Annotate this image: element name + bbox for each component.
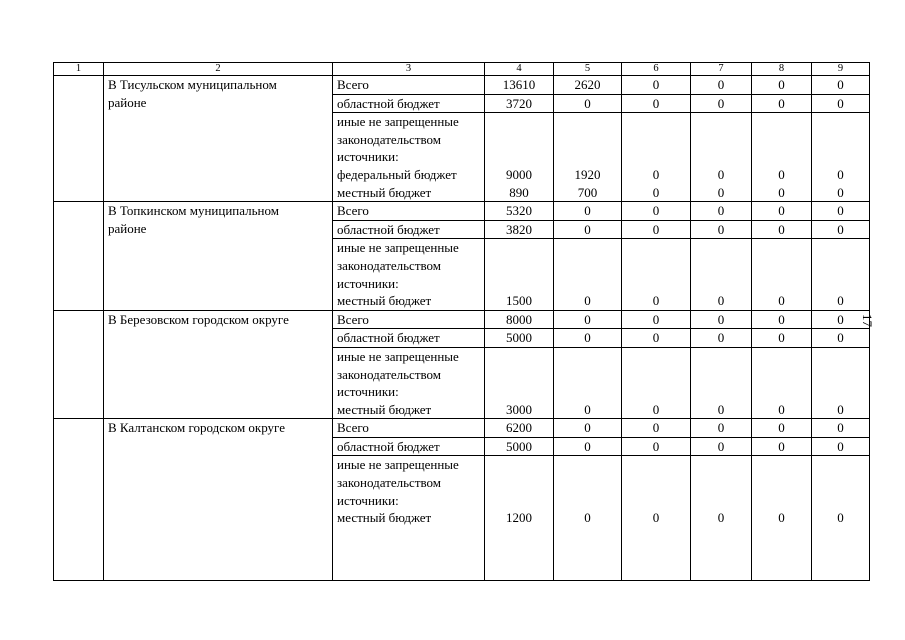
column-number: 2 bbox=[104, 63, 333, 76]
other-sources-line: местный бюджет bbox=[337, 401, 432, 417]
value-cell bbox=[554, 492, 621, 510]
value-cell bbox=[485, 239, 553, 257]
value-column-cell bbox=[752, 347, 812, 418]
value-cell bbox=[691, 148, 751, 166]
value-cell: 0 bbox=[622, 94, 691, 113]
value-cell bbox=[485, 456, 553, 474]
other-sources-label bbox=[333, 456, 485, 580]
value-column-cell bbox=[485, 113, 554, 202]
value-cell bbox=[485, 348, 553, 366]
value-column-cell bbox=[691, 456, 752, 580]
other-sources-line: источники: bbox=[337, 492, 399, 508]
blank-line bbox=[337, 544, 480, 562]
value-column-cell bbox=[622, 239, 691, 310]
value-cell bbox=[752, 148, 811, 166]
other-sources-line: федеральный бюджет bbox=[337, 166, 457, 182]
value-cell: 0 bbox=[554, 220, 622, 239]
value-column-cell bbox=[812, 456, 870, 580]
value-cell: 0 bbox=[691, 76, 752, 95]
value-cell: 0 bbox=[752, 419, 812, 438]
value-cell: 2620 bbox=[554, 76, 622, 95]
value-cell bbox=[812, 239, 869, 257]
value-cell: 5000 bbox=[485, 329, 554, 348]
value-cell bbox=[691, 348, 751, 366]
value-cell: 0 bbox=[837, 510, 844, 526]
value-cell: 0 bbox=[752, 220, 812, 239]
value-cell bbox=[622, 148, 690, 166]
value-cell: 0 bbox=[554, 94, 622, 113]
value-cell: 0 bbox=[778, 293, 785, 309]
budget-row bbox=[54, 76, 870, 95]
value-cell: 0 bbox=[717, 166, 725, 182]
value-cell bbox=[622, 383, 690, 401]
value-cell bbox=[691, 366, 751, 384]
value-cell: 0 bbox=[812, 76, 870, 95]
value-column-cell bbox=[812, 347, 870, 418]
municipality-name-line: В Березовском городском округе bbox=[108, 311, 289, 327]
value-cell: 0 bbox=[554, 419, 622, 438]
value-cell bbox=[554, 257, 621, 275]
blank-line bbox=[337, 527, 480, 545]
value-cell bbox=[691, 456, 751, 474]
value-cell bbox=[554, 131, 621, 149]
value-cell: 0 bbox=[691, 437, 752, 456]
value-cell: 3720 bbox=[485, 94, 554, 113]
value-cell: 0 bbox=[652, 166, 660, 182]
value-column-cell bbox=[622, 456, 691, 580]
value-column-cell bbox=[812, 239, 870, 310]
value-cell: 0 bbox=[812, 94, 870, 113]
value-cell: 0 bbox=[812, 220, 870, 239]
budget-row bbox=[54, 202, 870, 221]
value-cell: 0 bbox=[837, 293, 844, 309]
value-cell: 0 bbox=[691, 202, 752, 221]
value-cell bbox=[622, 366, 690, 384]
value-cell: 0 bbox=[812, 419, 870, 438]
other-sources-line: местный бюджет bbox=[337, 510, 432, 526]
value-cell bbox=[691, 131, 751, 149]
value-cell bbox=[622, 239, 690, 257]
value-cell bbox=[554, 366, 621, 384]
value-cell: 0 bbox=[752, 310, 812, 329]
value-column-cell bbox=[485, 456, 554, 580]
municipality-name bbox=[104, 202, 333, 311]
value-cell bbox=[622, 474, 690, 492]
value-cell: 890 bbox=[509, 184, 529, 200]
value-cell bbox=[752, 366, 811, 384]
value-cell bbox=[752, 239, 811, 257]
value-cell bbox=[752, 383, 811, 401]
municipality-name bbox=[104, 419, 333, 580]
value-cell bbox=[812, 148, 869, 166]
value-cell bbox=[554, 474, 621, 492]
value-cell: 0 bbox=[837, 184, 844, 200]
source-label: областной бюджет bbox=[333, 94, 485, 113]
value-cell bbox=[554, 113, 621, 131]
source-label: областной бюджет bbox=[333, 329, 485, 348]
value-cell: 0 bbox=[554, 329, 622, 348]
value-column-cell bbox=[554, 347, 622, 418]
value-cell bbox=[622, 492, 690, 510]
value-cell: 0 bbox=[584, 510, 591, 526]
value-cell bbox=[622, 257, 690, 275]
value-cell: 0 bbox=[652, 510, 660, 526]
value-column-cell bbox=[812, 113, 870, 202]
other-sources-line: законодательством bbox=[337, 475, 442, 491]
value-cell bbox=[752, 348, 811, 366]
value-cell: 1920 bbox=[574, 166, 601, 182]
value-cell: 0 bbox=[812, 329, 870, 348]
value-cell bbox=[691, 113, 751, 131]
value-cell bbox=[812, 456, 869, 474]
value-cell: 0 bbox=[717, 401, 725, 417]
value-cell bbox=[812, 383, 869, 401]
value-cell bbox=[752, 257, 811, 275]
value-cell: 0 bbox=[812, 202, 870, 221]
value-column-cell bbox=[691, 239, 752, 310]
value-cell bbox=[622, 113, 690, 131]
source-label: областной бюджет bbox=[333, 437, 485, 456]
value-cell: 5320 bbox=[485, 202, 554, 221]
value-cell: 0 bbox=[622, 220, 691, 239]
value-cell: 0 bbox=[752, 329, 812, 348]
other-sources-label bbox=[333, 347, 485, 418]
municipality-name bbox=[104, 310, 333, 419]
value-cell: 0 bbox=[691, 419, 752, 438]
other-sources-line: источники: bbox=[337, 275, 399, 291]
value-cell bbox=[812, 131, 869, 149]
value-cell: 0 bbox=[691, 329, 752, 348]
value-cell bbox=[752, 492, 811, 510]
value-cell: 3000 bbox=[506, 401, 532, 417]
value-column-cell bbox=[622, 347, 691, 418]
municipality-name-line: районе bbox=[108, 94, 147, 110]
value-cell: 0 bbox=[584, 293, 591, 309]
value-cell bbox=[812, 275, 869, 293]
value-cell bbox=[691, 383, 751, 401]
column-number: 3 bbox=[333, 63, 485, 76]
value-cell bbox=[485, 131, 553, 149]
value-cell: 0 bbox=[752, 76, 812, 95]
value-cell: 0 bbox=[554, 437, 622, 456]
column-number: 7 bbox=[691, 63, 752, 76]
other-sources-line: законодательством bbox=[337, 131, 442, 147]
value-cell: 8000 bbox=[485, 310, 554, 329]
row-number-cell bbox=[54, 310, 104, 419]
other-sources-line: источники: bbox=[337, 384, 399, 400]
value-cell bbox=[752, 474, 811, 492]
value-cell bbox=[485, 148, 553, 166]
row-number-cell bbox=[54, 419, 104, 580]
value-cell: 0 bbox=[622, 437, 691, 456]
value-cell bbox=[485, 474, 553, 492]
other-sources-label bbox=[333, 239, 485, 310]
column-number: 8 bbox=[752, 63, 812, 76]
value-column-cell bbox=[691, 113, 752, 202]
value-cell bbox=[554, 148, 621, 166]
budget-table bbox=[53, 62, 870, 581]
value-column-cell bbox=[752, 239, 812, 310]
source-label: Всего bbox=[333, 310, 485, 329]
value-cell bbox=[622, 275, 690, 293]
value-cell bbox=[691, 275, 751, 293]
row-number-cell bbox=[54, 76, 104, 202]
value-cell bbox=[752, 275, 811, 293]
value-cell: 0 bbox=[717, 510, 725, 526]
value-cell: 0 bbox=[554, 202, 622, 221]
column-number-row bbox=[54, 63, 870, 76]
value-cell bbox=[622, 131, 690, 149]
value-column-cell bbox=[554, 456, 622, 580]
other-sources-line: законодательством bbox=[337, 257, 442, 273]
value-cell: 0 bbox=[778, 510, 785, 526]
value-column-cell bbox=[691, 347, 752, 418]
value-cell: 0 bbox=[622, 310, 691, 329]
value-cell: 1500 bbox=[506, 293, 532, 309]
column-number: 6 bbox=[622, 63, 691, 76]
value-cell bbox=[554, 348, 621, 366]
value-cell: 0 bbox=[691, 310, 752, 329]
value-column-cell bbox=[752, 456, 812, 580]
other-sources-line: иные не запрещенные bbox=[337, 457, 459, 473]
municipality-name-line: В Тисульском муниципальном bbox=[108, 77, 277, 92]
value-cell: 0 bbox=[778, 401, 785, 417]
value-cell bbox=[812, 492, 869, 510]
other-sources-line: иные не запрещенные bbox=[337, 114, 459, 130]
value-cell bbox=[485, 257, 553, 275]
row-number-cell bbox=[54, 202, 104, 311]
value-column-cell bbox=[752, 113, 812, 202]
value-cell bbox=[554, 456, 621, 474]
value-cell: 0 bbox=[837, 401, 844, 417]
other-sources-label bbox=[333, 113, 485, 202]
value-cell bbox=[485, 366, 553, 384]
value-cell bbox=[812, 113, 869, 131]
value-cell bbox=[485, 113, 553, 131]
value-cell: 9000 bbox=[506, 166, 532, 182]
value-cell bbox=[554, 239, 621, 257]
value-cell: 0 bbox=[778, 184, 785, 200]
value-cell: 3820 bbox=[485, 220, 554, 239]
source-label: областной бюджет bbox=[333, 220, 485, 239]
value-cell: 0 bbox=[622, 419, 691, 438]
value-cell: 0 bbox=[752, 94, 812, 113]
value-cell: 0 bbox=[652, 184, 660, 200]
value-cell bbox=[691, 239, 751, 257]
value-cell: 0 bbox=[752, 437, 812, 456]
source-label: Всего bbox=[333, 419, 485, 438]
municipality-name-line: В Калтанском городском округе bbox=[108, 420, 285, 436]
value-cell: 0 bbox=[717, 293, 725, 309]
municipality-name-line: В Топкинском муниципальном bbox=[108, 203, 279, 219]
column-number: 4 bbox=[485, 63, 554, 76]
source-label: Всего bbox=[333, 76, 485, 95]
value-cell: 1200 bbox=[506, 510, 532, 526]
budget-row bbox=[54, 310, 870, 329]
value-cell: 0 bbox=[554, 310, 622, 329]
value-cell bbox=[812, 348, 869, 366]
value-column-cell bbox=[485, 347, 554, 418]
value-cell bbox=[812, 474, 869, 492]
municipality-name bbox=[104, 76, 333, 202]
value-cell: 0 bbox=[622, 329, 691, 348]
other-sources-line: иные не запрещенные bbox=[337, 348, 459, 364]
value-cell bbox=[554, 275, 621, 293]
value-cell bbox=[485, 492, 553, 510]
value-cell bbox=[691, 492, 751, 510]
value-cell bbox=[691, 474, 751, 492]
value-cell: 0 bbox=[812, 310, 870, 329]
value-cell: 0 bbox=[837, 166, 844, 182]
value-column-cell bbox=[554, 239, 622, 310]
value-cell: 13610 bbox=[485, 76, 554, 95]
value-column-cell bbox=[485, 239, 554, 310]
value-cell: 0 bbox=[584, 401, 591, 417]
budget-row bbox=[54, 419, 870, 438]
value-cell bbox=[622, 456, 690, 474]
column-number: 1 bbox=[54, 63, 104, 76]
other-sources-line: местный бюджет bbox=[337, 184, 432, 200]
value-column-cell bbox=[622, 113, 691, 202]
column-number: 9 bbox=[812, 63, 870, 76]
value-cell: 0 bbox=[652, 293, 660, 309]
value-cell bbox=[622, 348, 690, 366]
municipality-name-line: районе bbox=[108, 220, 147, 236]
blank-line bbox=[337, 562, 480, 580]
value-cell: 0 bbox=[622, 202, 691, 221]
other-sources-line: источники: bbox=[337, 149, 399, 165]
value-cell: 0 bbox=[691, 94, 752, 113]
value-cell bbox=[752, 113, 811, 131]
value-cell bbox=[485, 383, 553, 401]
value-cell: 6200 bbox=[485, 419, 554, 438]
other-sources-line: законодательством bbox=[337, 366, 442, 382]
value-cell bbox=[752, 456, 811, 474]
value-cell bbox=[485, 275, 553, 293]
value-cell: 0 bbox=[752, 202, 812, 221]
value-cell: 0 bbox=[622, 76, 691, 95]
value-cell: 5000 bbox=[485, 437, 554, 456]
page-number: 17 bbox=[860, 314, 875, 327]
value-cell: 0 bbox=[691, 220, 752, 239]
value-cell: 0 bbox=[812, 437, 870, 456]
other-sources-line: местный бюджет bbox=[337, 293, 432, 309]
value-cell: 0 bbox=[717, 184, 725, 200]
other-sources-line: иные не запрещенные bbox=[337, 240, 459, 256]
value-cell bbox=[752, 131, 811, 149]
value-cell bbox=[812, 257, 869, 275]
value-cell: 700 bbox=[577, 184, 598, 200]
value-cell bbox=[554, 383, 621, 401]
value-cell bbox=[691, 257, 751, 275]
value-column-cell bbox=[554, 113, 622, 202]
column-number: 5 bbox=[554, 63, 622, 76]
value-cell: 0 bbox=[778, 166, 785, 182]
value-cell bbox=[812, 366, 869, 384]
source-label: Всего bbox=[333, 202, 485, 221]
value-cell: 0 bbox=[652, 401, 660, 417]
